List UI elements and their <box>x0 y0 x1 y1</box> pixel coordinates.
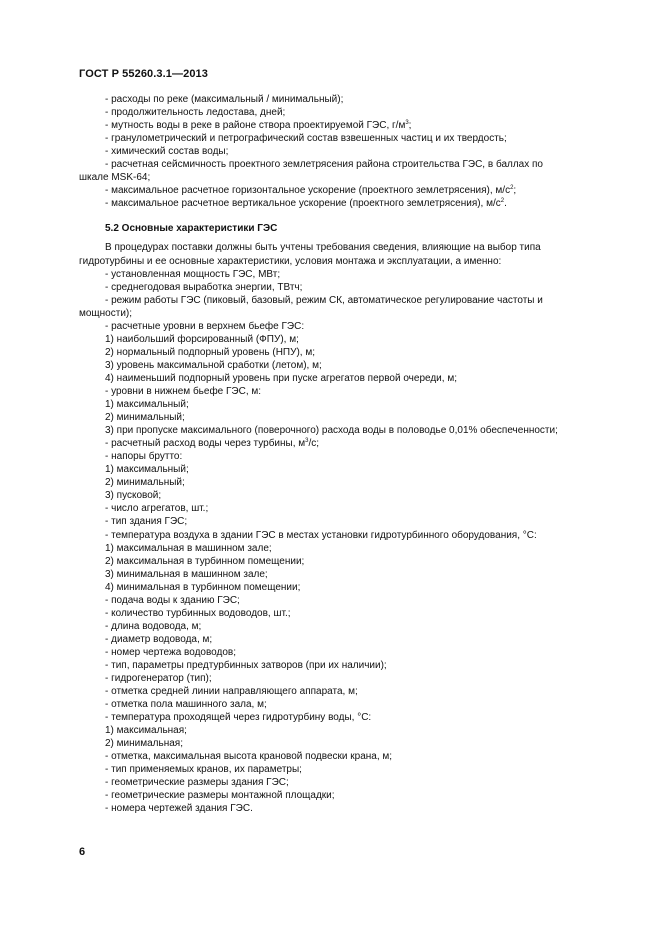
list-item: - геометрические размеры монтажной площадки; <box>105 790 335 802</box>
list-item: 3) минимальная в машинном зале; <box>105 568 268 580</box>
list-item: - отметка, максимальная высота крановой подвески крана, м; <box>105 751 393 763</box>
document-body <box>79 93 615 816</box>
list-item: 1) максимальный; <box>105 464 189 476</box>
list-item: 4) наименьший подпорный уровень при пуске агрегатов первой очереди, м; <box>105 372 457 384</box>
section-heading: 5.2 Основные характеристики ГЭС <box>105 223 278 235</box>
list-item: - максимальное расчетное вертикальное ускорение (проектного землетрясения), $м/с^2$. <box>105 198 507 210</box>
paragraph-continuation: гидротурбины и ее основные характеристики, условия монтажа и эксплуатации, а именно: <box>79 255 502 267</box>
list-item: 1) максимальная в машинном зале; <box>105 542 272 554</box>
list-item: - номера чертежей здания ГЭС. <box>105 803 253 815</box>
list-item: - номер чертежа водоводов; <box>105 646 236 658</box>
list-item: - диаметр водовода, м; <box>105 633 213 645</box>
list-item: - продолжительность ледостава, дней; <box>105 107 286 119</box>
list-item: - геометрические размеры здания ГЭС; <box>105 777 289 789</box>
list-item: - отметка пола машинного зала, м; <box>105 699 267 711</box>
list-item: 2) нормальный подпорный уровень (НПУ), м; <box>105 346 315 358</box>
list-item: - тип здания ГЭС; <box>105 516 188 528</box>
list-item: - режим работы ГЭС (пиковый, базовый, режим СК, автоматическое регулирование частоты и <box>105 294 543 306</box>
list-item: - уровни в нижнем бьефе ГЭС, м: <box>105 385 262 397</box>
page-number: 6 <box>79 846 86 858</box>
list-item: - максимальное расчетное горизонтальное ускорение (проектного землетрясения), $м/с^2$; <box>105 185 517 197</box>
list-item: - отметка средней линии направляющего аппарата, м; <box>105 686 358 698</box>
list-item: - среднегодовая выработка энергии, ТВтч; <box>105 281 303 293</box>
list-item: - температура проходящей через гидротурбину воды, °С: <box>105 712 372 724</box>
list-item: 1) максимальная; <box>105 725 187 737</box>
list-item: 3) при пропуске максимального (поверочного) расхода воды в половодье 0,01% обеспеченности; <box>105 425 558 437</box>
list-item: - мутность воды в реке в районе створа проектируемой ГЭС, $г/м^3$; <box>105 120 412 132</box>
list-item: - тип, параметры предтурбинных затворов (при их наличии); <box>105 659 387 671</box>
list-item-continuation: мощности); <box>79 307 133 319</box>
list-item: - число агрегатов, шт.; <box>105 503 209 515</box>
list-item: 4) минимальная в турбинном помещении; <box>105 581 301 593</box>
list-item: 3) пусковой; <box>105 490 162 502</box>
list-item: - расчетная сейсмичность проектного землетрясения района строительства ГЭС, в баллах по <box>105 159 543 171</box>
list-item: - установленная мощность ГЭС, МВт; <box>105 268 281 280</box>
list-item: - количество турбинных водоводов, шт.; <box>105 607 291 619</box>
list-item: - температура воздуха в здании ГЭС в местах установки гидротурбинного оборудования, °С: <box>105 529 537 541</box>
list-item: 1) наибольший форсированный (ФПУ), м; <box>105 333 299 345</box>
list-item: - расходы по реке (максимальный / минимальный); <box>105 94 344 105</box>
list-item: - гидрогенератор (тип); <box>105 673 212 685</box>
list-item: 3) уровень максимальной сработки (летом), м; <box>105 359 322 371</box>
list-item: - напоры брутто: <box>105 451 183 463</box>
list-item: - химический состав воды; <box>105 146 229 158</box>
list-item: 2) максимальная в турбинном помещении; <box>105 555 305 567</box>
list-item: - тип применяемых кранов, их параметры; <box>105 764 302 776</box>
list-item: - расчетный расход воды через турбины, $м^3/с$; <box>105 438 320 450</box>
list-item: 2) минимальный; <box>105 477 185 489</box>
list-item: - гранулометрический и петрографический состав взвешенных частиц и их твердость; <box>105 133 507 145</box>
list-item-continuation: шкале MSK-64; <box>79 172 151 184</box>
document-header-title: ГОСТ Р 55260.3.1—2013 <box>79 68 208 80</box>
list-item: - длина водовода, м; <box>105 620 202 632</box>
list-item: 2) минимальная; <box>105 738 183 750</box>
list-item: 2) минимальный; <box>105 412 185 424</box>
list-item: 1) максимальный; <box>105 399 189 411</box>
paragraph: В процедурах поставки должны быть учтены требования сведения, влияющие на выбор типа <box>105 242 541 254</box>
list-item: - подача воды к зданию ГЭС; <box>105 594 240 606</box>
list-item: - расчетные уровни в верхнем бьефе ГЭС: <box>105 320 305 332</box>
